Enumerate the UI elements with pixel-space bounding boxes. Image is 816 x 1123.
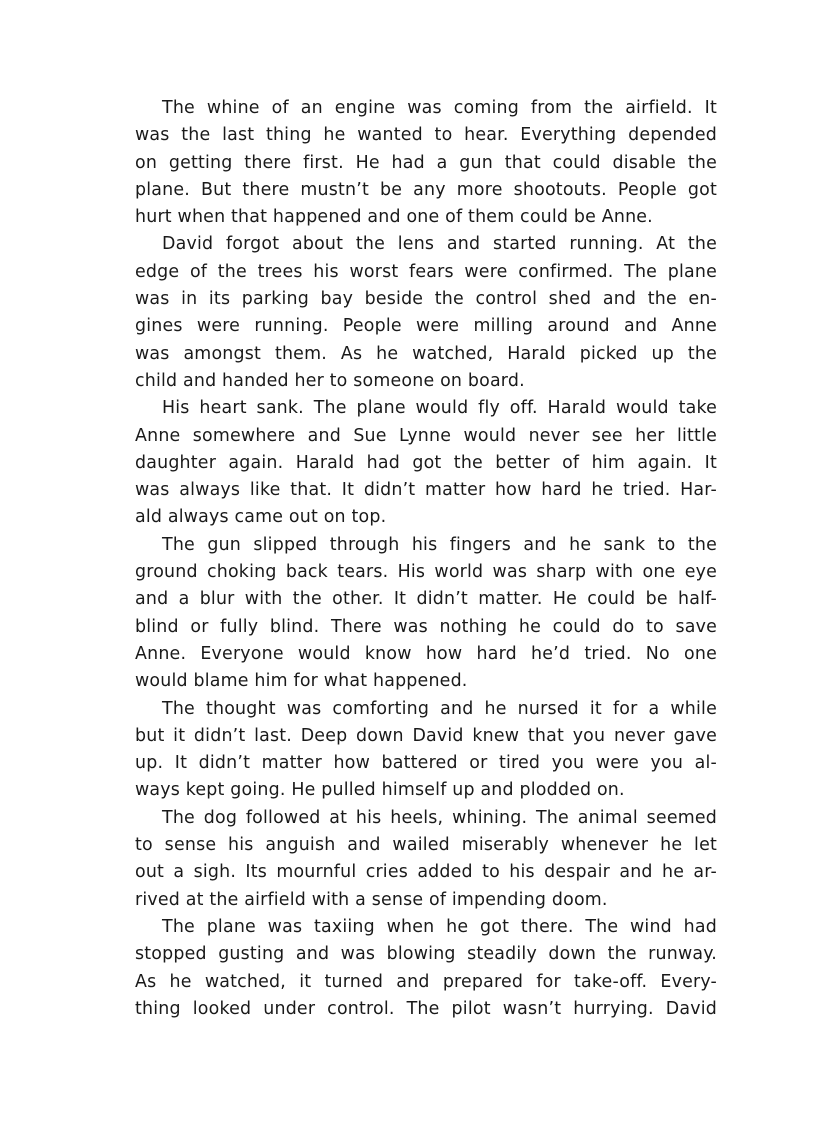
paragraph [108, 395, 717, 531]
text-line: The dog followed at his heels, whining. The animal seemed [162, 807, 717, 828]
text-line: stopped gusting and was blowing steadily down the runway. [135, 944, 717, 965]
text-line: hurt when that happened and one of them could be Anne. [135, 207, 653, 228]
text-line: blind or fully blind. There was nothing he could do to save [135, 616, 717, 637]
text-line: The gun slipped through his fingers and he sank to the [162, 534, 717, 555]
text-line: gines were running. People were milling around and Anne [135, 316, 717, 337]
text-line: was in its parking bay beside the control shed and the en- [135, 289, 717, 310]
paragraph [108, 805, 717, 914]
text-line: and a blur with the other. It didn’t matter. He could be half- [135, 589, 717, 610]
text-line: ground choking back tears. His world was sharp with one eye [135, 562, 717, 583]
paragraph [108, 532, 717, 696]
text-line: The whine of an engine was coming from the airfield. It [162, 98, 717, 118]
text-line: thing looked under control. The pilot wasn’t hurrying. David [135, 998, 717, 1019]
text-line: Anne. Everyone would know how hard he’d tried. No one [135, 643, 717, 664]
paragraph [108, 95, 717, 231]
text-line: ald always came out on top. [135, 507, 387, 528]
paragraph [108, 231, 717, 395]
text-line: would blame him for what happened. [135, 671, 468, 692]
text-line: The plane was taxiing when he got there. The wind had [162, 916, 717, 937]
text-line: to sense his anguish and wailed miserably whenever he let [135, 835, 717, 856]
text-line: As he watched, it turned and prepared for take-off. Every- [135, 971, 717, 992]
text-line: plane. But there mustn’t be any more shootouts. People got [135, 179, 717, 200]
text-line: rived at the airfield with a sense of impending doom. [135, 889, 608, 910]
text-line: up. It didn’t matter how battered or tired you were you al- [135, 753, 717, 774]
text-line: was always like that. It didn’t matter how hard he tried. Har- [135, 480, 717, 501]
text-line: Anne somewhere and Sue Lynne would never see her little [135, 425, 717, 446]
text-line: edge of the trees his worst fears were confirmed. The plane [135, 261, 717, 282]
paragraph [108, 696, 717, 805]
text-line: was the last thing he wanted to hear. Everything depended [135, 125, 717, 146]
paragraph [108, 914, 717, 1023]
text-line: was amongst them. As he watched, Harald picked up the [135, 343, 717, 364]
text-line: child and handed her to someone on board. [135, 370, 525, 391]
text-line: The thought was comforting and he nursed it for a while [162, 698, 717, 719]
text-line: daughter again. Harald had got the better of him again. It [135, 452, 717, 473]
text-line: but it didn’t last. Deep down David knew that you never gave [135, 725, 717, 746]
text-line: on getting there first. He had a gun that could disable the [135, 152, 717, 173]
text-line: ways kept going. He pulled himself up and plodded on. [135, 780, 625, 801]
page-body [108, 95, 717, 1023]
text-line: His heart sank. The plane would fly off. Harald would take [162, 398, 717, 419]
text-line: David forgot about the lens and started running. At the [162, 234, 717, 255]
text-line: out a sigh. Its mournful cries added to his despair and he ar- [135, 862, 717, 883]
